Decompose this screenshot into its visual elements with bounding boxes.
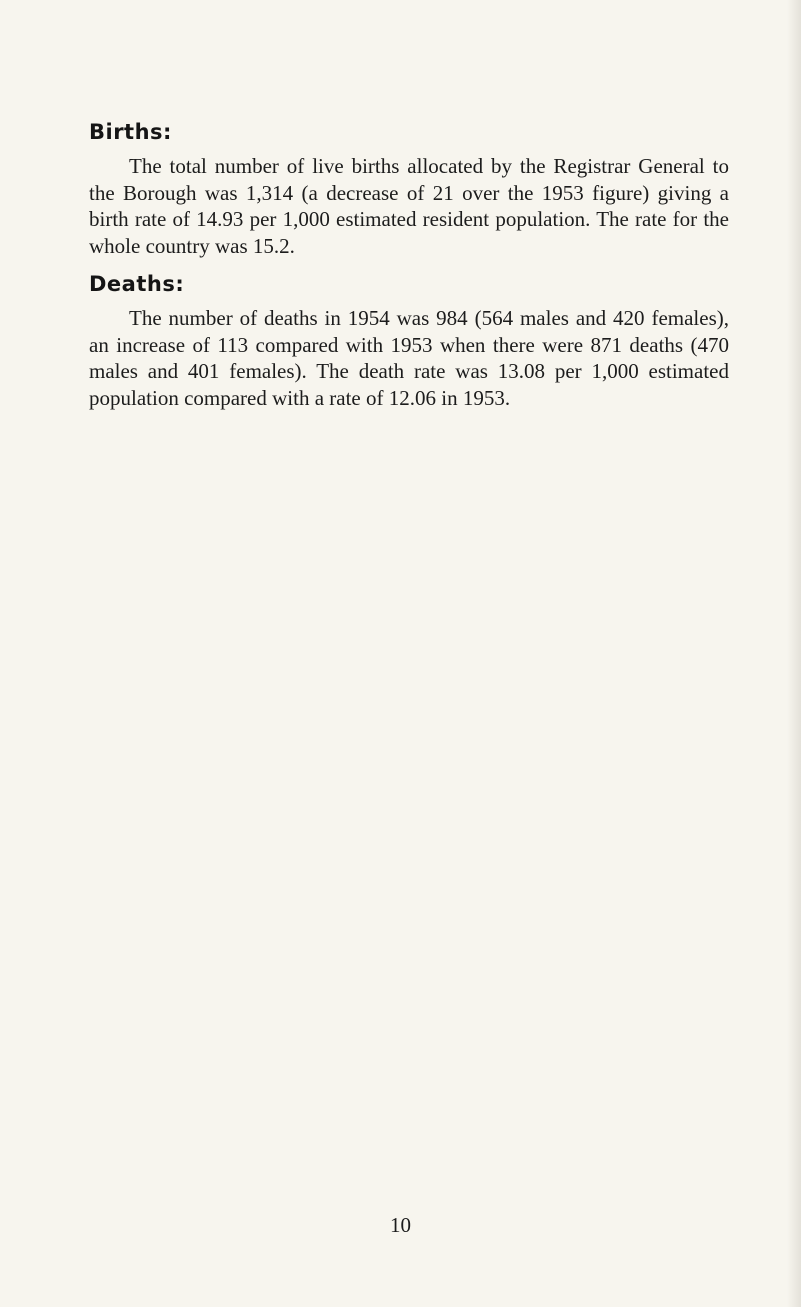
document-body — [89, 120, 729, 411]
section-spacer — [89, 259, 729, 272]
page-number: 10 — [390, 1213, 411, 1237]
births-heading: Births: — [89, 120, 172, 144]
deaths-paragraph: The number of deaths in 1954 was 984 (564 males and 420 females), an increase of 113 compared with 1953 when there were 871 deaths (470 males and 401 females). The death rate was 13.08 per 1,000 estimated population compared with a rate of 12.06 in 1953. — [89, 306, 729, 410]
deaths-heading: Deaths: — [89, 272, 185, 296]
deaths-section — [89, 272, 729, 411]
births-section — [89, 120, 729, 259]
births-paragraph: The total number of live births allocated by the Registrar General to the Borough was 1,314 (a decrease of 21 over the 1953 figure) giving a birth rate of 14.93 per 1,000 estimated resident population. The rate for the whole country was 15.2. — [89, 154, 729, 258]
page-edge-shadow — [787, 0, 801, 1307]
